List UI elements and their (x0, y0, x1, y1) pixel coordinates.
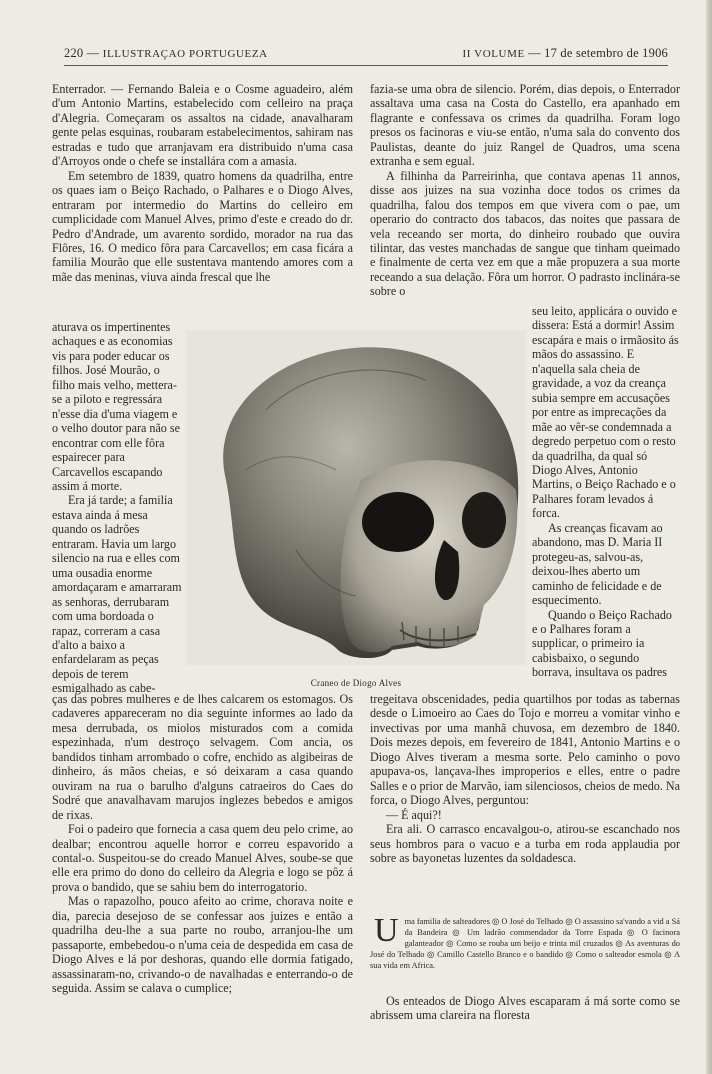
page-header (64, 46, 668, 64)
paragraph: Foi o padeiro que fornecia a casa quem deu pelo crime, ao dealbar; encontrou aquelle horror e correu espavorido a contal-o. Suspeitou-se do creado Manuel Alves, soube-se que elle era primo do dono do celleiro da Alegria e logo se pôz á prova o bandido, que se sahiu bem do interrogatorio. (52, 822, 353, 894)
header-left: 220 — ILLUSTRAÇAO PORTUGUEZA (64, 46, 268, 60)
skull-illustration (186, 330, 526, 665)
paragraph: tregeitava obscenidades, pedia quartilhos por todas as tabernas desde o Limoeiro ao Caes do Tojo e morreu a vomitar vinho e invectivas por uma manhã chuvosa, em dezembro de 1840. Dois mezes depois, em fevereiro de 1841, Antonio Martins e o Diogo Alves tiveram a mesma sorte. Pelo caminho o povo apupava-os, lançava-lhes improperios e elles, entre o padre Salles e o prior de Marvão, iam silenciosos, cheios de medo. Na forca, o Diogo Alves, perguntou: (370, 692, 680, 808)
paragraph: A filhinha da Parreirinha, que contava apenas 11 annos, disse aos juizes na sua vozinha doce todos os crimes da quadrilha, falou dos tempos em que vivera com o pae, um operario do contracto dos tabacos, das noites que passara de vela receando ser morta, do dinheiro roubado que ouvira tilintar, das vestes manchadas de sangue que tinham queimado e finalmente de certa vez em que a mãe propuzera a sua morte receando a sua delação. Fôra um horror. O padrasto inclinára-se sobre o (370, 168, 680, 299)
paragraph: Enterrador. — Fernando Baleia e o Cosme aguadeiro, além d'um Antonio Martins, estabelecido com celleiro na praça d'Alegria. Começaram os assaltos na cidade, anavalharam gente pelas esquinas, roubaram estabelecimentos, sahiram nas estradas e tudo que arranjavam era distribuido n'uma casa d'Arroyos onde o chefe se installára com a amasia. (52, 82, 353, 169)
right-column-narrow (532, 304, 680, 688)
summary-text: ma familia de salteadores ◎ O José do Telhado ◎ O assassino sa'vando a vid a Sá da Bandeira ◎ Um ladrão commendador da Torre Espada ◎ O facinora galanteador ◎ Como se rouba um beijo e trinta mil cruzados ◎ As aventuras do José do Telhado ◎ Camillo Castello Branco e o bandido ◎ Como o salteador esmola ◎ A sua vida em Africa. (370, 917, 680, 970)
left-column-bottom (52, 692, 353, 1030)
left-column-narrow (52, 320, 182, 696)
face-region (341, 460, 518, 652)
dialogue-line: — É aqui?! (386, 807, 442, 822)
right-column-end (370, 994, 680, 1026)
paragraph: Em setembro de 1839, quatro homens da quadrilha, entre os quaes iam o Beiço Rachado, o Palhares e o Diogo Alves, entraram por intermedio do Martins do celleiro em cumplicidade com Manuel Alves, primo d'este e creado do dr. Pedro d'Andrade, um avarento sordido, morador na rua das Flôres, 16. O medico fôra para Carcavellos; em casa ficára a familia Mourão que elle sustentava mantendo amores com a mãe das meninas, viuva ainda frescal que lhe (52, 168, 353, 284)
paragraph: aturava os impertinentes achaques e as economias vis para poder educar os filhos. José Mourão, o filho mais velho, mettera-se a piloto e regressára n'esse dia d'uma viagem e o velho doutor para não se encontrar com elle fôra espairecer para Carcavellos escapando assim á morte. (52, 320, 180, 493)
photo-caption: Craneo de Diogo Alves (310, 678, 402, 688)
page-edge (706, 0, 712, 1074)
left-column-top (52, 82, 353, 318)
header-rule (64, 65, 668, 66)
right-eye-socket (462, 492, 506, 548)
paragraph: ças das pobres mulheres e de lhes calcarem os estomagos. Os cadaveres appareceram no dia seguinte informes ao lado da mesa derrubada, os miolos misturados com a comida espezinhada, n'um destroço selvagem. Com ancia, os bandidos tinham arrombado o cofre, enchido as algibeiras de dinheiro, ás mãos cheias, e só deixaram a casa quando ouviram na rua o barulho d'alguns catraeiros do Caes do Sodré que anavalhavam marujos inglezes bebedos e amigos de rixas. (52, 692, 353, 822)
chapter-summary (370, 912, 680, 986)
right-column-top (370, 82, 680, 303)
issue-date: 17 de setembro de 1906 (544, 46, 668, 60)
header-right: II VOLUME — 17 de setembro de 1906 (462, 46, 668, 60)
paragraph: Era ali. O carrasco encavalgou-o, atirou-se escanchado nos seus hombros para o vacuo e a turba em roda applaudia por sobre as bayonetas luzentes da soldadesca. (370, 822, 680, 865)
paragraph: seu leito, applicára o ouvido e dissera: Está a dormir! Assim escapára e mais o irmãosito ás mãos do assassino. E n'aquella sala cheia de gravidade, a voz da creança subia sempre em accusações por entre as imprecações da mãe ao vêr-se condemnada a degredo perpetuo com o resto da quadrilha, da qual só Diogo Alves, Antonio Martins, o Beiço Rachado e o Palhares foram levados á forca. (532, 304, 679, 521)
publication-title: ILLUSTRAÇAO PORTUGUEZA (102, 48, 268, 60)
paragraph: Os enteados de Diogo Alves escaparam á má sorte como se abrissem uma clareira na floresta (370, 994, 680, 1023)
skull-photograph (186, 330, 526, 665)
paragraph: fazia-se uma obra de silencio. Porém, dias depois, o Enterrador assaltava uma casa na Costa do Castello, era apanhado em flagrante e confessava os crimes da quadrilha. Foram logo presos os facinoras e viu-se então, n'uma sala do convento dos Paulistas, deante do juiz Rangel de Quadros, uma scena extranha e sem egual. (370, 82, 680, 169)
left-eye-socket (362, 492, 434, 552)
summary-dropcap: U (374, 912, 399, 949)
volume-label: II VOLUME (462, 48, 525, 60)
paragraph: Era já tarde; a familia estava ainda á mesa quando os ladrões entraram. Havia um largo silencio na rua e elles com uma ousadia enorme amordaçaram e amarraram as senhoras, derrubaram com uma bordoada o rapaz, correram a casa d'alto a baixo a enfardelaram as peças depois de terem esmigalhado as cabe- (52, 493, 182, 696)
paragraph: Quando o Beiço Rachado e o Palhares foram a supplicar, o primeiro ia cabisbaixo, o segundo borrava, insultava os padres (532, 607, 672, 680)
paragraph: Mas o rapazolho, pouco afeito ao crime, chorava noite e dia, parecia desejoso de se confessar aos juizes e então a quadrilha deu-lhe a sua parte no roubo, arranjou-lhe um passaporte, embebedou-o n'uma ceia de despedida em casa de Diogo Alves e lá por deshoras, quando elle dormia fatigado, assassinaram-no, crivando-o de navalhadas e enterrando-o de seguida. Assim se calava o cumplice; (52, 894, 353, 996)
paragraph: As creanças ficavam ao abandono, mas D. Maria II protegeu-as, salvou-as, deixou-lhes aberto um caminho de felicidade e de esquecimento. (532, 520, 663, 608)
page-number: 220 (64, 46, 84, 60)
right-column-mid (370, 692, 680, 910)
